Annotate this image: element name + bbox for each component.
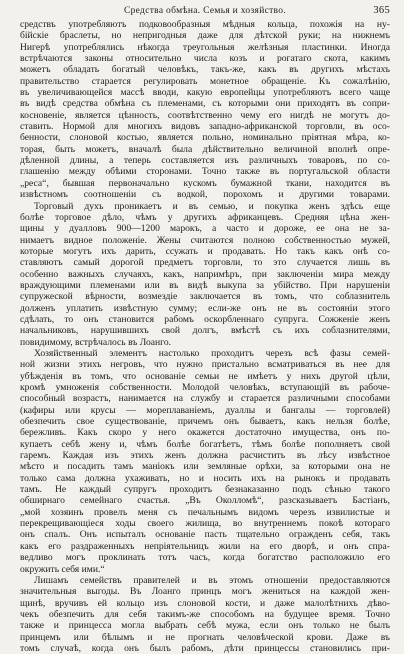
text-line: встрѣчаются законы относительно числа козъ и рогатаго скота, какимъ bbox=[20, 53, 390, 65]
text-line: также и принцесса могла выбрать себѣ мужа, если онъ только не былъ bbox=[20, 620, 390, 632]
text-line: начальниковъ, нарушившихъ свой долгъ, вмѣстѣ съ ихъ соблазнителями, bbox=[20, 325, 390, 337]
text-line: чекъ обезпечить для себя такимъ-же способомъ на будущее время. Точно bbox=[20, 608, 390, 620]
text-line: Нигерѣ употреблялись нѣкогда треугольныя желѣзныя пластинки. Иногда bbox=[20, 41, 390, 53]
text-line: ной жизни этихъ негровъ, что нужно пристально всматриваться въ нее для bbox=[20, 359, 390, 371]
text-line: можетъ обладать богатый человѣкъ, такъ-же, какъ въ другихъ мѣстахъ bbox=[20, 64, 390, 76]
text-line: особенно важныхъ случаяхъ, какъ, напримѣръ, при заключеніи мира между bbox=[20, 268, 390, 280]
text-line: Торговый духъ проникаетъ и въ семью, и покупка женъ здѣсь еще bbox=[34, 200, 390, 212]
text-line: правительство старается регулировать монетное обращеніе. Къ сожалѣнію, bbox=[20, 75, 390, 87]
text-line: торая, быть можетъ, вначалѣ была дѣйствительно величиной вполнѣ опре- bbox=[20, 143, 390, 155]
text-line: онъ спалъ. Онъ испыталъ основаніе пасть тщательно огражденъ себя, такъ bbox=[20, 529, 390, 541]
text-line: извѣстномъ соотношеніи съ водкой, порохомъ и другими товарами. bbox=[20, 189, 390, 201]
text-line: „мой хозяинъ провелъ меня съ печальнымъ видомъ черезъ извилистые и bbox=[20, 506, 390, 518]
text-line: ставить. Нормой для многихъ видовъ западно-африканской торговли, въ осо- bbox=[20, 121, 390, 133]
text-line: кромѣ умноженія собственности. Молодой человѣкъ, вступающій въ рабоче- bbox=[20, 382, 390, 393]
text-line: мѣсто и посадить тамъ маніокъ или земляные орѣхи, за которыми она не bbox=[20, 461, 390, 473]
text-line: ставляютъ самый дорогой предметъ торговли, то это случается лишь въ bbox=[20, 257, 390, 269]
text-line: средствъ употребляютъ подковообразныя мѣдныя кольца, похожія на ну- bbox=[20, 19, 390, 30]
text-line: купаетъ себѣ жену и, чѣмъ болѣе богатѣетъ, тѣмъ болѣе пополняетъ свой bbox=[20, 438, 390, 450]
text-line: только сама должна ухаживать, но и носить ихъ на рынокъ и продавать bbox=[20, 472, 390, 484]
text-line: перекрещивающіеся ходы своего жилища, во внутреннемъ покоѣ котораго bbox=[20, 518, 390, 530]
text-line: глашенію между обѣими сторонами. Точно также въ португальской области bbox=[20, 166, 390, 178]
text-line: бережливъ. Какъ скоро у него окажется достаточно имущества, онъ по- bbox=[20, 427, 390, 439]
text-line: окружить себя ими.“ bbox=[20, 563, 105, 575]
text-line: супружеской вѣрности, возмездіе заключается въ томъ, что соблазнитель bbox=[20, 291, 390, 303]
text-line: томъ случаѣ, когда онъ былъ рабомъ, дѣти принцессы становились при- bbox=[20, 642, 390, 654]
text-line: которые могутъ ихъ дарить, ссужать и продавать. Но такъ какъ онѣ со- bbox=[20, 245, 390, 257]
running-title: Средства обмѣна. Семья и хозяйство. bbox=[123, 6, 287, 16]
text-line: въ видѣ средства обмѣна съ племенами, съ которыми они приходятъ въ сопри- bbox=[20, 98, 390, 110]
text-line: (кафиры или крусы — мореплаваніемъ, дуаллы и бангалы — торговлей) bbox=[20, 404, 390, 416]
text-line: Лишамъ семействъ правителей и въ этомъ отношеніи предоставляются bbox=[34, 574, 390, 586]
body-text bbox=[20, 19, 390, 654]
text-line: косновеніе, является цѣнность, соотвѣтственно чему его нигдѣ не могутъ до- bbox=[20, 109, 390, 121]
text-line: долженъ уплатить извѣстную сумму; если-же онъ не въ состояніи этого bbox=[20, 302, 390, 314]
text-line: въ увеличивающейся массѣ вводи, какую европейцы употребляютъ всего чаще bbox=[20, 87, 390, 99]
text-line: нимаетъ видное положеніе. Жены считаются полною собственностью мужей, bbox=[20, 234, 390, 246]
text-line: гаремъ. Каждая изъ этихъ женъ должна расчистить въ лѣсу извѣстное bbox=[20, 450, 390, 462]
text-line: „реса“, бывшая первоначально кускомъ бумажной ткани, находится въ bbox=[20, 177, 390, 189]
text-line: враждующими племенами или въ видѣ выкупа за убійство. При нарушеніи bbox=[20, 279, 390, 291]
text-line: убѣжденія въ томъ, что основаніе семьи не имѣетъ у нихъ другой цѣли, bbox=[20, 370, 390, 382]
text-line: дѣленной длины, а теперь составляется изъ различныхъ товаровъ, по со- bbox=[20, 155, 390, 167]
page-number: 365 bbox=[373, 5, 390, 16]
text-line: бенности, слоновой костью, является польно, номинально пріятная мѣра, ко- bbox=[20, 132, 390, 144]
text-line: щинѣ, вручивъ ей кольцо изъ слоновой кости, и даже малолѣтнихъ дѣво- bbox=[20, 597, 390, 609]
text-line: тамъ. Не каждый супругъ проходитъ безнаказанно подъ сѣнью такого bbox=[20, 484, 390, 496]
text-line: принцемъ или бѣлымъ и не прогнать человѣческой крови. Даже въ bbox=[20, 631, 390, 643]
text-line: щины у дуалловъ 900—1200 марокъ, а часто и дороже, ее она не за- bbox=[20, 223, 390, 235]
text-line: обширнаго семейнаго счастья. „Въ Околломѣ“, разсказываетъ Бастіанъ, bbox=[20, 495, 390, 507]
text-line: обезпечить свое существованіе, причемъ онъ бываетъ, какъ нельзя болѣе, bbox=[20, 416, 390, 428]
text-line: бійскіе браслеты, но непригодныя даже для дѣтской руки; на нижнемъ bbox=[20, 30, 390, 42]
text-line: Хозяйственный элементъ настолько проходитъ черезъ всѣ фазы семей- bbox=[34, 347, 390, 359]
text-line: болѣе торговое дѣло, чѣмъ у другихъ африканцевъ. Средняя цѣна жен- bbox=[20, 211, 390, 223]
text-line: значительныя выгоды. Въ Лоанго принцъ могъ жениться на каждой жен- bbox=[20, 586, 390, 598]
text-line: какъ его раздраженныхъ непріятельницъ жили на его дворѣ, и онъ спра- bbox=[20, 540, 390, 552]
text-line: повидимому, встрѣчалось въ Лоанго. bbox=[20, 336, 172, 348]
text-line: способный возрастъ, нанимается на службу и старается различными способами bbox=[20, 393, 390, 405]
text-line: сдѣлать, то онъ становится рабомъ оскорбленнаго супруга. Сожженіе женъ bbox=[20, 313, 390, 325]
text-line: ведливо могъ проклинать тотъ часъ, когда богатство расположило его bbox=[20, 552, 390, 564]
page-header bbox=[20, 4, 390, 18]
